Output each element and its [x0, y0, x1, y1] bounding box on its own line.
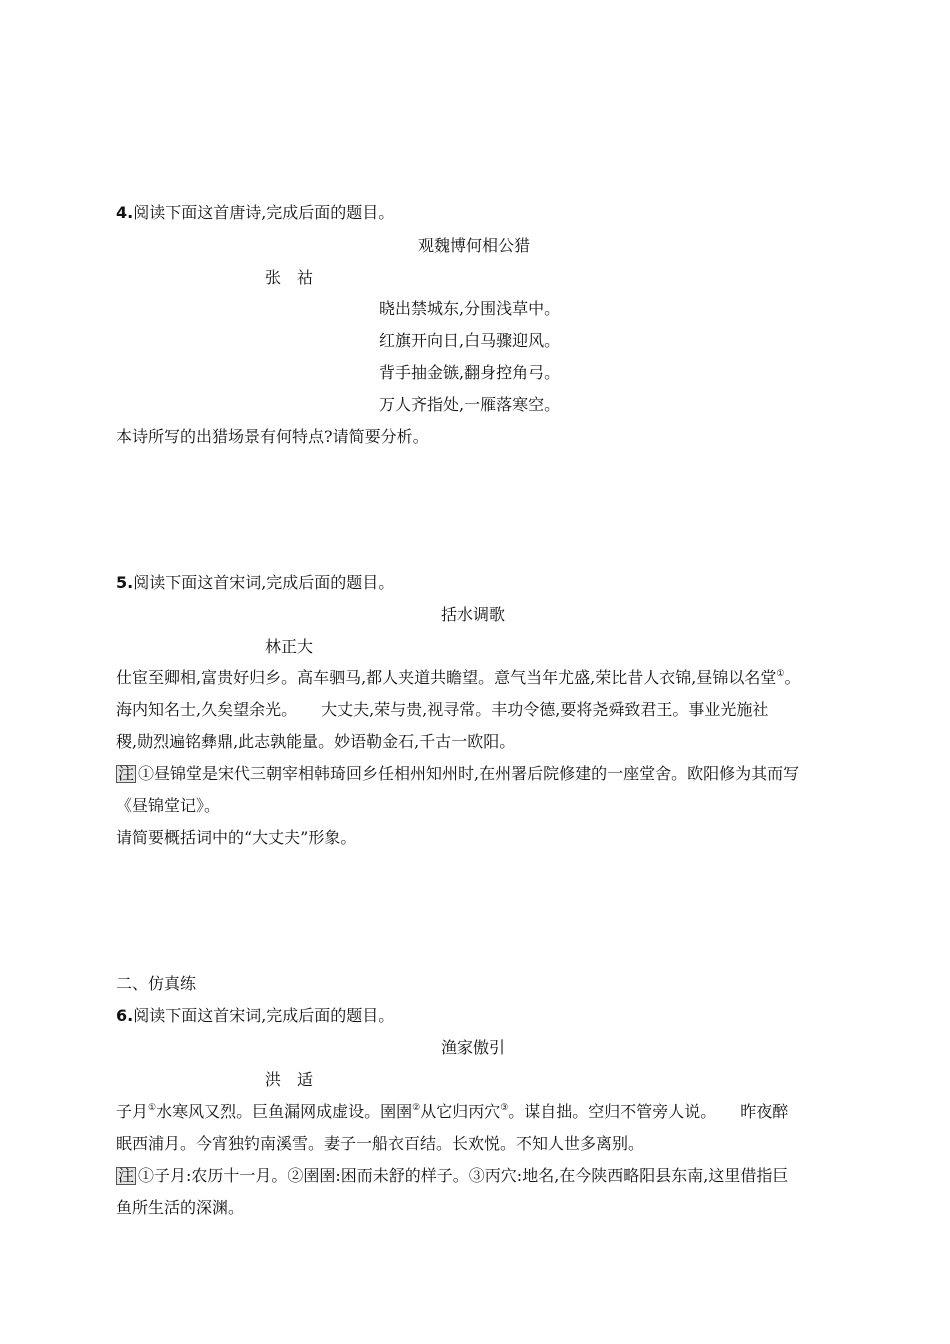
q5-prompt: 阅读下面这首宋词,完成后面的题目。	[133, 573, 395, 592]
q4-number: 4.	[116, 203, 134, 222]
q6-note-line1	[116, 1166, 788, 1186]
q6-note-text: ①子月:农历十一月。②圉圉:困而未舒的样子。③丙穴:地名,在今陕西略阳县东南,这里借指巨	[138, 1166, 789, 1185]
q5-note-text: ①昼锦堂是宋代三朝宰相韩琦回乡任相州知州时,在州署后院修建的一座堂舍。欧阳修为其而写	[138, 764, 800, 783]
q5-note-line2: 《昼锦堂记》。	[116, 796, 221, 815]
q5-note-line1	[116, 764, 799, 784]
section-heading: 二、仿真练	[116, 974, 197, 993]
q6-number: 6.	[116, 1006, 134, 1025]
q5-body-text: 仕宦至卿相,富贵好归乡。高车驷马,都人夹道共瞻望。意气当年尤盛,荣比昔人衣锦,昼锦以名堂	[116, 668, 777, 687]
q6-note-line2: 鱼所生活的深渊。	[116, 1198, 245, 1217]
q5-poem-author: 林正大	[265, 637, 314, 656]
q6-poem-title: 渔家傲引	[441, 1038, 506, 1057]
q6-poem-body-line2: 眠西浦月。今宵独钓南溪雪。妻子一船衣百结。长欢悦。不知人世多离别。	[116, 1134, 645, 1153]
footnote-ref: ③	[500, 1103, 509, 1113]
note-tag: 注	[118, 764, 135, 783]
footnote-ref: ①	[776, 669, 785, 679]
q5-body-text: 。	[784, 668, 801, 687]
q4-heading	[116, 203, 394, 223]
q4-question: 本诗所写的出猎场景有何特点?请简要分析。	[116, 427, 429, 446]
q5-poem-title: 括水调歌	[441, 605, 506, 624]
q4-poem-line: 红旗开向日,白马骤迎风。	[379, 331, 561, 350]
q4-poem-line: 背手抽金镞,翻身控角弓。	[379, 363, 561, 382]
q6-body-text: 从它归丙穴	[420, 1102, 501, 1121]
footnote-ref: ②	[412, 1103, 421, 1113]
q5-poem-body-line2: 海内知名士,久矣望余光。 大丈夫,荣与贵,视寻常。丰功令德,要将尧舜致君王。事业光施社	[116, 700, 769, 719]
q5-poem-body-line3: 稷,勋烈遍铭彝鼎,此志孰能量。妙语勒金石,千古一欧阳。	[116, 732, 516, 751]
q4-poem-author: 张 祜	[265, 268, 314, 287]
q6-body-text: 子月	[116, 1102, 149, 1121]
q6-prompt: 阅读下面这首宋词,完成后面的题目。	[133, 1006, 395, 1025]
q4-poem-line: 万人齐指处,一雁落寒空。	[379, 395, 561, 414]
q6-body-text: 。谋自拙。空归不管旁人说。 昨夜醉	[508, 1102, 789, 1121]
q6-body-text: 水寒风又烈。巨鱼漏网成虚设。圉圉	[156, 1102, 413, 1121]
q5-number: 5.	[116, 573, 134, 592]
q5-heading	[116, 573, 394, 593]
q5-poem-body-line1	[116, 668, 800, 688]
q4-prompt: 阅读下面这首唐诗,完成后面的题目。	[133, 203, 395, 222]
q6-poem-body-line1	[116, 1102, 788, 1122]
q4-poem-title: 观魏博何相公猎	[418, 236, 531, 255]
q6-poem-author: 洪 适	[265, 1070, 314, 1089]
q4-poem-line: 晓出禁城东,分围浅草中。	[379, 299, 561, 318]
footnote-ref: ①	[148, 1103, 157, 1113]
q6-heading	[116, 1006, 394, 1026]
q5-question: 请简要概括词中的“大丈夫”形象。	[116, 828, 357, 847]
note-tag: 注	[118, 1166, 135, 1185]
